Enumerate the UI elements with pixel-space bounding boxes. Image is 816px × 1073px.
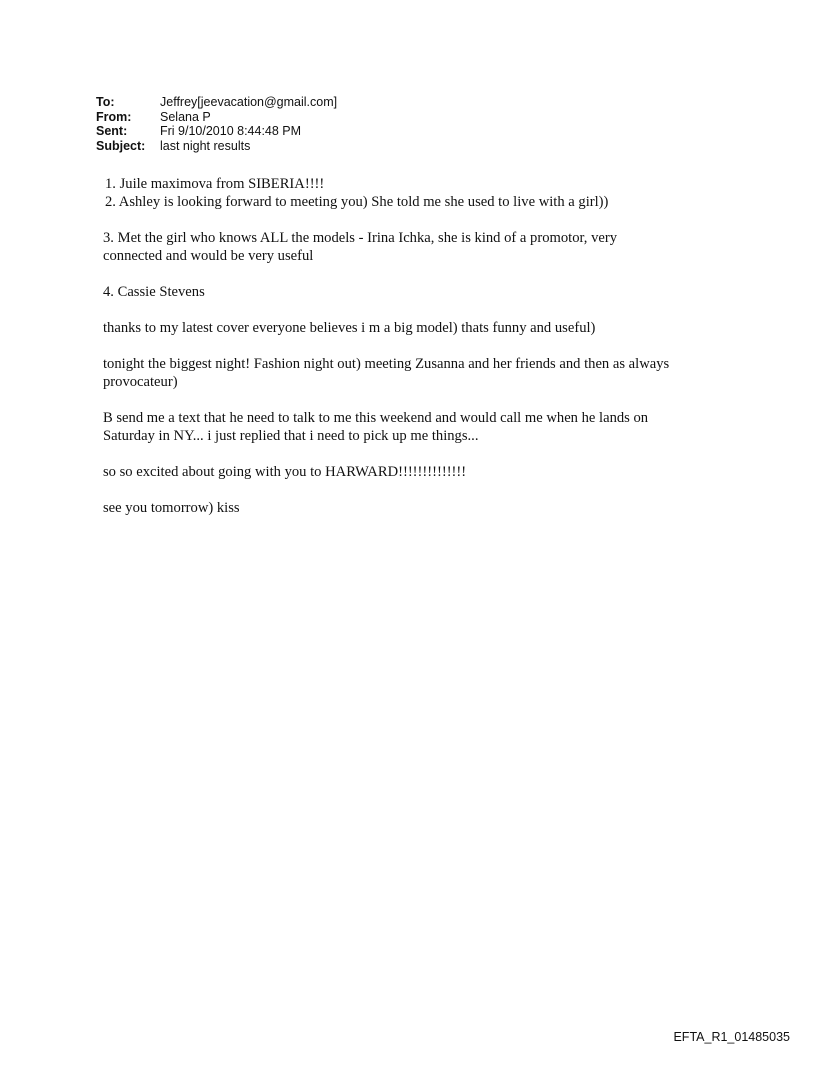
email-header [96, 95, 337, 153]
paragraph-harward: so so excited about going with you to HARWARD!!!!!!!!!!!!!! [103, 464, 467, 480]
subject-value: last night results [160, 138, 251, 153]
header-row-subject [96, 139, 337, 154]
from-value: Selana P [160, 109, 211, 124]
header-row-sent [96, 124, 337, 139]
document-id: EFTA_R1_01485035 [673, 1030, 790, 1044]
subject-label: Subject: [96, 138, 146, 153]
header-row-to [96, 95, 337, 110]
sent-value: Fri 9/10/2010 8:44:48 PM [160, 124, 302, 138]
email-body [103, 175, 743, 535]
paragraph-cover: thanks to my latest cover everyone believes i m a big model) thats funny and useful) [103, 320, 596, 336]
list-item-2: 2. Ashley is looking forward to meeting you) She told me she used to live with a girl)) [105, 194, 609, 210]
from-label: From: [96, 109, 132, 124]
to-label: To: [96, 95, 115, 109]
paragraph-tonight: tonight the biggest night! Fashion night out) meeting Zusanna and her friends and then as always provocateur) [103, 356, 670, 390]
paragraph-kiss: see you tomorrow) kiss [103, 500, 240, 516]
list-item-1: 1. Juile maximova from SIBERIA!!!! [105, 176, 325, 192]
to-value: Jeffrey[jeevacation@gmail.com] [160, 95, 338, 109]
list-item-3: 3. Met the girl who knows ALL the models - Irina Ichka, she is kind of a promotor, very connected and would be very useful [103, 230, 618, 264]
paragraph-b-text: B send me a text that he need to talk to me this weekend and would call me when he lands on Saturday in NY... i just replied that i need to pick up me things... [103, 410, 649, 444]
header-row-from [96, 110, 337, 125]
sent-label: Sent: [96, 124, 128, 138]
list-item-4: 4. Cassie Stevens [103, 284, 205, 300]
